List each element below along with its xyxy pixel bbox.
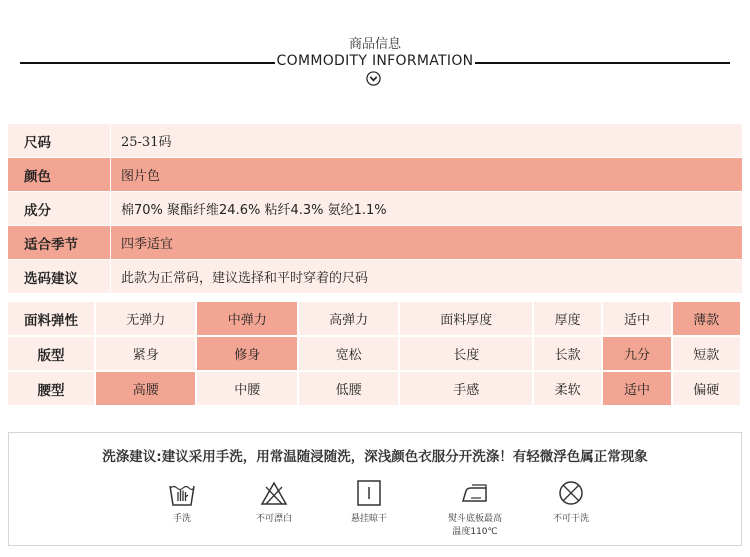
info-key: 成分 — [8, 192, 111, 226]
info-key: 尺码 — [8, 124, 111, 158]
attribute-option: 低腰 — [298, 371, 399, 406]
attribute-row — [8, 371, 741, 406]
attribute-key: 面料弹性 — [8, 302, 95, 336]
hang-dry-icon — [355, 479, 383, 507]
wash-item-no-bleach — [234, 479, 314, 526]
info-row — [8, 192, 742, 226]
info-value: 棉70% 聚酯纤维24.6% 粘纤4.3% 氨纶1.1% — [111, 192, 743, 226]
wash-label: 不可干洗 — [552, 514, 589, 524]
wash-item-no-dry-clean — [531, 479, 611, 526]
attribute-option-selected: 高腰 — [95, 371, 196, 406]
attribute-option-selected: 薄款 — [672, 302, 741, 336]
attribute-option-selected: 修身 — [196, 336, 297, 371]
washing-panel — [8, 432, 742, 546]
attribute-key: 版型 — [8, 336, 95, 371]
wash-item-hand-wash — [142, 479, 222, 526]
info-value: 25-31码 — [111, 124, 743, 158]
attribute-table — [8, 302, 742, 407]
no-tumble-dry-icon — [557, 479, 585, 507]
attribute-option-selected: 适中 — [602, 371, 671, 406]
product-info-table — [8, 124, 742, 294]
attribute-row — [8, 336, 741, 371]
wash-label: 不可漂白 — [255, 514, 292, 524]
attribute-option-selected: 中弹力 — [196, 302, 297, 336]
info-row — [8, 158, 742, 192]
info-key: 选码建议 — [8, 260, 111, 294]
attribute-option: 长度 — [399, 336, 533, 371]
attribute-option: 中腰 — [196, 371, 297, 406]
wash-item-hang-dry — [329, 479, 409, 526]
info-key: 颜色 — [8, 158, 111, 192]
wash-label: 悬挂晾干 — [350, 514, 387, 524]
no-bleach-icon — [260, 479, 288, 507]
section-title-en: COMMODITY INFORMATION — [276, 53, 474, 69]
attribute-row — [8, 302, 741, 336]
attribute-key: 腰型 — [8, 371, 95, 406]
attribute-option: 短款 — [672, 336, 741, 371]
info-value: 图片色 — [111, 158, 743, 192]
attribute-option: 面料厚度 — [399, 302, 533, 336]
section-header — [0, 0, 750, 100]
wash-item-iron — [435, 479, 515, 539]
info-row — [8, 260, 742, 294]
info-value: 此款为正常码，建议选择和平时穿着的尺码 — [111, 260, 743, 294]
attribute-option: 偏硬 — [672, 371, 741, 406]
info-row — [8, 124, 742, 158]
attribute-option: 无弹力 — [95, 302, 196, 336]
attribute-option: 高弹力 — [298, 302, 399, 336]
info-row — [8, 226, 742, 260]
circle-chevron-down-icon — [366, 71, 381, 86]
attribute-option: 柔软 — [533, 371, 602, 406]
attribute-option-selected: 九分 — [602, 336, 671, 371]
attribute-option: 长款 — [533, 336, 602, 371]
attribute-option: 紧身 — [95, 336, 196, 371]
iron-icon — [460, 479, 490, 507]
info-key: 适合季节 — [8, 226, 111, 260]
washing-advice: 洗涤建议:建议采用手洗，用常温随浸随洗，深浅颜色衣服分开洗涤！有轻微浮色属正常现象 — [102, 449, 648, 465]
attribute-option: 适中 — [602, 302, 671, 336]
info-value: 四季适宜 — [111, 226, 743, 260]
section-title-cn: 商品信息 — [348, 37, 401, 52]
wash-label-iron: 熨斗底板最高 温度110℃ — [447, 514, 502, 537]
attribute-option: 宽松 — [298, 336, 399, 371]
attribute-option: 手感 — [399, 371, 533, 406]
wash-label: 手洗 — [172, 514, 191, 524]
attribute-option: 厚度 — [533, 302, 602, 336]
hand-wash-icon — [168, 479, 196, 507]
